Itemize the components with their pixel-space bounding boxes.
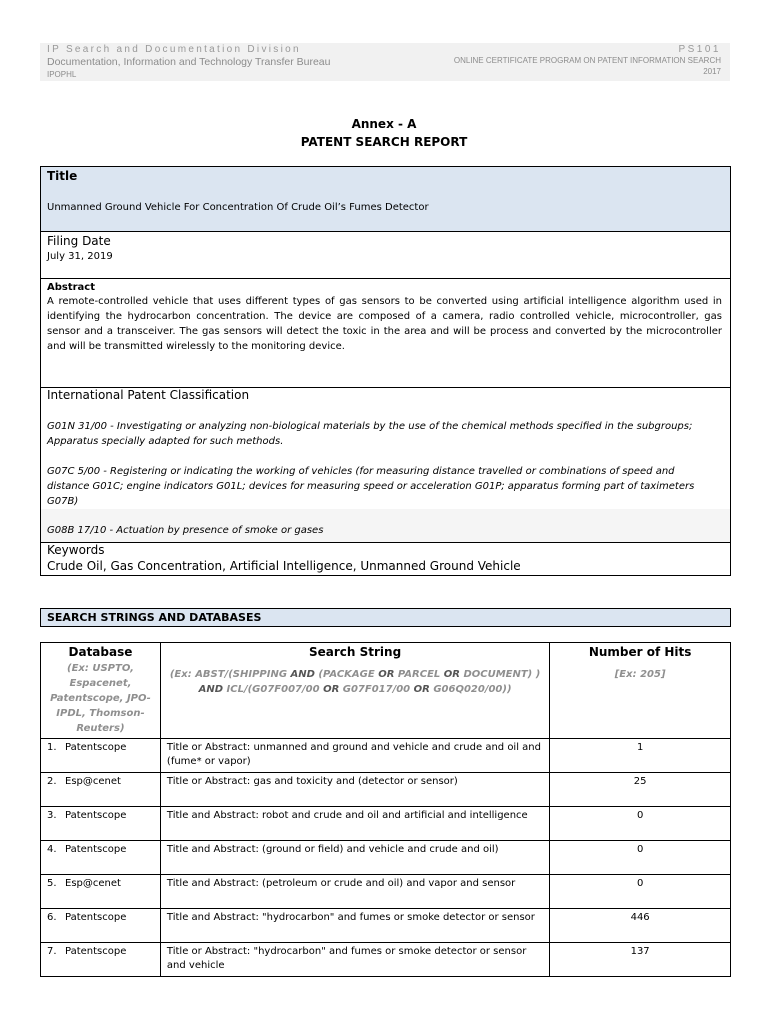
office-name: IPOPHL <box>47 70 77 79</box>
table-row <box>41 909 731 943</box>
hits-cell: 446 <box>550 909 731 943</box>
filing-value: July 31, 2019 <box>47 251 113 262</box>
title-value: Unmanned Ground Vehicle For Concentration Of Crude Oil’s Fumes Detector <box>47 202 429 213</box>
bureau-name: Documentation, Information and Technology Transfer Bureau <box>47 56 331 68</box>
hits-cell: 25 <box>550 773 731 807</box>
database-header: Database (Ex: USPTO, Espacenet, Patentscope, JPO-IPDL, Thomson-Reuters) <box>41 643 161 739</box>
title-row <box>41 167 730 232</box>
query-cell: Title or Abstract: "hydrocarbon" and fumes or smoke detector or sensor and vehicle <box>160 943 549 977</box>
annex-label: Annex - A <box>351 117 417 131</box>
running-header <box>40 43 730 81</box>
query-cell: Title and Abstract: "hydrocarbon" and fumes or smoke detector or sensor <box>160 909 549 943</box>
course-code: PS101 <box>678 44 721 55</box>
filing-row <box>41 232 730 279</box>
hits-cell: 1 <box>550 739 731 773</box>
query-cell: Title or Abstract: gas and toxicity and (detector or sensor) <box>160 773 549 807</box>
table-header-row <box>41 643 731 739</box>
table-row <box>41 841 731 875</box>
database-cell: 2. Esp@cenet <box>41 773 161 807</box>
program-name: ONLINE CERTIFICATE PROGRAM ON PATENT INFORMATION SEARCH <box>453 56 721 65</box>
ipc-item: G08B 17/10 - Actuation by presence of smoke or gases <box>47 525 324 536</box>
table-row <box>41 875 731 909</box>
abstract-label: Abstract <box>47 282 96 293</box>
database-cell: 5. Esp@cenet <box>41 875 161 909</box>
table-row <box>41 943 731 977</box>
ipc-label: International Patent Classification <box>47 388 250 402</box>
search-string-header: Search String (Ex: ABST/(SHIPPING AND (PACKAGE OR PARCEL OR DOCUMENT) ) AND ICL/(G07F007/00 OR G07F017/00 OR G06Q020/00)) <box>160 643 549 739</box>
abstract-text: A remote-controlled vehicle that uses different types of gas sensors to be converted using artificial intelligence algorithm used in identifying the hydrocarbon concentration. The device are composed of a camera, radio controlled vehicle, microcontroller, gas sensor and a transceiver. The gas sensors will detect the toxic in the area and will be process and converted by the microcontroller and will be transmitted wirelessly to the monitoring device. <box>47 296 722 352</box>
table-row <box>41 739 731 773</box>
query-cell: Title and Abstract: robot and crude and oil and artificial and intelligence <box>160 807 549 841</box>
hits-header: Number of Hits [Ex: 205] <box>550 643 731 739</box>
hits-cell: 0 <box>550 875 731 909</box>
program-year: 2017 <box>703 67 721 76</box>
ipc-item: G07C 5/00 - Registering or indicating the working of vehicles (for measuring distance travelled or combinations of speed and distance G01C; engine indicators G01L; devices for measuring speed or acceleration G01P; apparatus forming part of taximeters G07B) <box>47 466 695 507</box>
ipc-row <box>41 388 730 543</box>
query-cell: Title or Abstract: unmanned and ground and vehicle and crude and oil and (fume* or vapor) <box>160 739 549 773</box>
database-cell: 6. Patentscope <box>41 909 161 943</box>
patent-info-table <box>40 166 731 576</box>
division-name: IP Search and Documentation Division <box>47 44 301 55</box>
table-row <box>41 807 731 841</box>
hits-cell: 0 <box>550 807 731 841</box>
search-strings-table <box>40 642 731 977</box>
hits-cell: 137 <box>550 943 731 977</box>
title-label: Title <box>47 169 78 183</box>
report-heading: PATENT SEARCH REPORT <box>300 135 468 149</box>
keywords-label: Keywords <box>47 543 105 557</box>
database-cell: 1. Patentscope <box>41 739 161 773</box>
query-cell: Title and Abstract: (ground or field) and vehicle and crude and oil) <box>160 841 549 875</box>
table-row <box>41 773 731 807</box>
database-cell: 4. Patentscope <box>41 841 161 875</box>
database-example: (Ex: USPTO, Espacenet, Patentscope, JPO-IPDL, Thomson-Reuters) <box>50 663 151 734</box>
filing-label: Filing Date <box>47 234 111 248</box>
search-string-example: (Ex: ABST/(SHIPPING AND (PACKAGE OR PARCEL OR DOCUMENT) ) AND ICL/(G07F007/00 OR G07F017/00 OR G06Q020/00)) <box>169 669 541 695</box>
keywords-value: Crude Oil, Gas Concentration, Artificial Intelligence, Unmanned Ground Vehicle <box>47 559 521 573</box>
ipc-item: G01N 31/00 - Investigating or analyzing non-biological materials by the use of the chemical methods specified in the subgroups; Apparatus specially adapted for such methods. <box>47 421 693 447</box>
hits-example: [Ex: 205] <box>614 669 666 680</box>
search-section-heading: SEARCH STRINGS AND DATABASES <box>40 608 731 627</box>
hits-cell: 0 <box>550 841 731 875</box>
query-cell: Title and Abstract: (petroleum or crude and oil) and vapor and sensor <box>160 875 549 909</box>
database-cell: 7. Patentscope <box>41 943 161 977</box>
database-cell: 3. Patentscope <box>41 807 161 841</box>
